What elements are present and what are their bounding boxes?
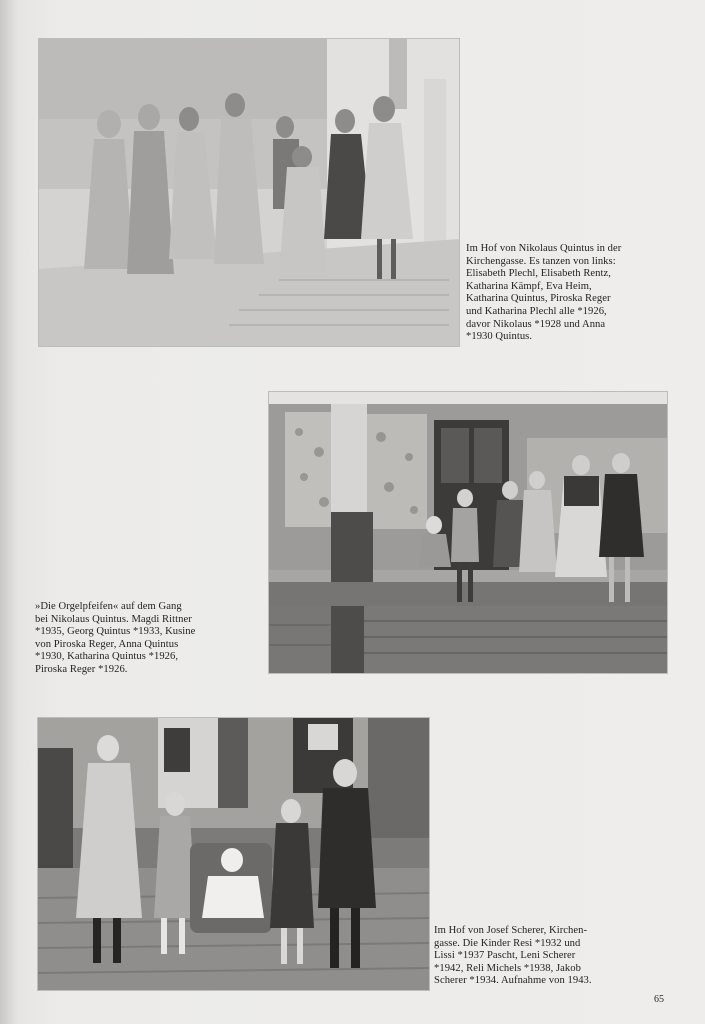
photo-children-dancing-courtyard-icon	[39, 39, 459, 346]
caption-line: und Katharina Plechl alle *1926,	[466, 305, 607, 317]
caption-organ-pipes	[35, 601, 195, 677]
caption-line: bei Nikolaus Quintus. Magdi Rittner	[35, 613, 192, 625]
caption-line: davor Nikolaus *1928 und Anna	[466, 318, 606, 330]
photo-dancing-children	[38, 38, 460, 347]
caption-line: *1935, Georg Quintus *1933, Kusine	[35, 626, 196, 638]
caption-line: Kirchengasse. Es tanzen von links:	[466, 255, 616, 267]
caption-scherer-children	[434, 925, 592, 988]
caption-line: *1930 Quintus.	[466, 331, 533, 343]
photo-organ-pipes	[268, 391, 668, 674]
caption-line: Katharina Kämpf, Eva Heim,	[466, 280, 592, 292]
caption-line: Elisabeth Plechl, Elisabeth Rentz,	[466, 268, 611, 280]
caption-line: Piroska Reger *1926.	[35, 663, 128, 675]
photo-scherer-children	[37, 717, 430, 991]
caption-line: Katharina Quintus, Piroska Reger	[466, 293, 611, 305]
caption-line: *1930, Katharina Quintus *1926,	[35, 651, 179, 663]
caption-dancing-children	[466, 243, 621, 344]
caption-line: *1942, Reli Michels *1938, Jakob	[434, 962, 581, 974]
caption-line: Im Hof von Nikolaus Quintus in der	[466, 243, 622, 254]
caption-line: gasse. Die Kinder Resi *1932 und	[434, 937, 581, 949]
caption-line: »Die Orgelpfeifen« auf dem Gang	[35, 601, 182, 612]
caption-line: Lissi *1937 Pascht, Leni Scherer	[434, 950, 576, 962]
photo-children-with-stroller-icon	[38, 718, 429, 990]
page-number: 65	[654, 994, 664, 1005]
photo-children-on-porch-icon	[269, 392, 667, 673]
caption-line: Scherer *1934. Aufnahme von 1943.	[434, 975, 592, 987]
caption-line: von Piroska Reger, Anna Quintus	[35, 638, 179, 650]
caption-line: Im Hof von Josef Scherer, Kirchen-	[434, 925, 588, 936]
